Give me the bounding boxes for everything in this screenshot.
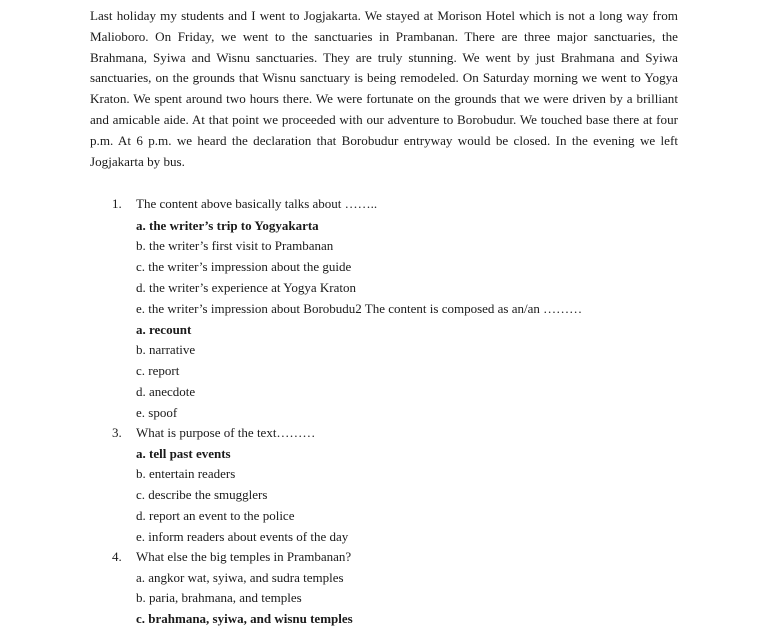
question-3-option-a: a. tell past events [136,446,231,461]
question-1-number: 1. [112,196,122,211]
question-2-option-a: a. recount [136,322,192,337]
question-3-option-e: e. inform readers about events of the day [136,529,349,544]
question-4-text: What else the big temples in Prambanan? [136,549,352,564]
question-3-text: What is purpose of the text……… [136,425,316,440]
reading-passage: Last holiday my students and I went to Jogjakarta. We stayed at Morison Hotel which is not a long way from Malioboro. On Friday, we went to the sanctuaries in Prambanan. There are three major sanctuaries, the Brahmana, Syiwa and Wisnu sanctuaries. They are truly stunning. We went by just Brahmana and Syiwa sanctuaries, on the grounds that Wisnu sanctuary is being remodeled. On Saturday morning we went to Yogya Kraton. We spent around two hours there. We were fortunate on the grounds that we were driven by a brilliant and amicable aide. At that point we proceeded with our adventure to Borobudur. We touched base there at four p.m. At 6 p.m. we heard the declaration that Borobudur entryway would be closed. In the evening we left Jogjakarta by bus. [90,8,678,169]
question-4-option-c: c. brahmana, syiwa, and wisnu temples [136,611,353,626]
question-1-option-e: e. the writer’s impression about Borobudu2 The content is composed as an/an ……… [136,301,583,316]
question-4-option-b: b. paria, brahmana, and temples [136,590,302,605]
question-4-option-a: a. angkor wat, syiwa, and sudra temples [136,570,344,585]
question-4-number: 4. [112,549,122,564]
question-3-number: 3. [112,425,122,440]
question-1-text: The content above basically talks about …….. [136,196,378,211]
question-1-option-d: d. the writer’s experience at Yogya Kraton [136,280,356,295]
question-3-option-b: b. entertain readers [136,466,236,481]
question-2-option-d: d. anecdote [136,384,196,399]
question-3-option-d: d. report an event to the police [136,508,295,523]
question-3-option-c: c. describe the smugglers [136,487,268,502]
question-2-option-b: b. narrative [136,342,196,357]
question-2-option-c: c. report [136,363,180,378]
question-1-option-a: a. the writer’s trip to Yogyakarta [136,218,319,233]
question-2-option-e: e. spoof [136,405,178,420]
question-1-option-c: c. the writer’s impression about the guide [136,259,352,274]
question-1-option-b: b. the writer’s first visit to Prambanan [136,238,334,253]
